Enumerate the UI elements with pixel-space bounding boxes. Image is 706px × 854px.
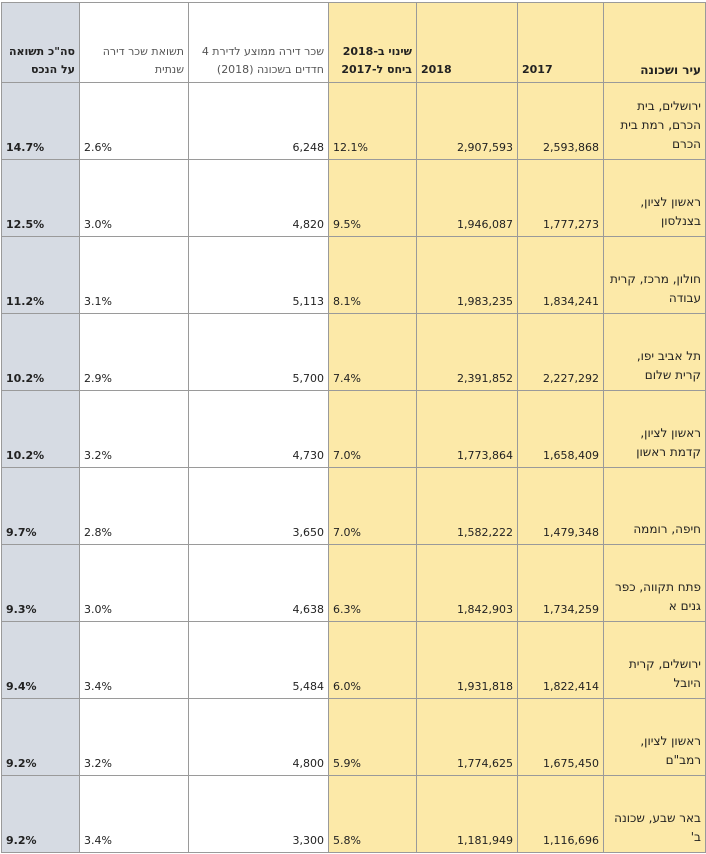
table-row xyxy=(2,160,706,237)
cell-price-2018: 1,774,625 xyxy=(417,699,518,776)
table-row xyxy=(2,545,706,622)
cell-price-2017: 1,777,273 xyxy=(518,160,604,237)
cell-city-neighborhood: באר שבע, שכונה ב' xyxy=(604,776,706,853)
cell-change: 6.0% xyxy=(329,622,417,699)
cell-avg-rent: 5,700 xyxy=(189,314,329,391)
cell-change: 12.1% xyxy=(329,83,417,160)
cell-city-neighborhood: ראשון לציון, בצנלסון xyxy=(604,160,706,237)
table-row xyxy=(2,468,706,545)
cell-price-2018: 1,983,235 xyxy=(417,237,518,314)
table-row xyxy=(2,391,706,468)
cell-avg-rent: 4,820 xyxy=(189,160,329,237)
cell-change: 8.1% xyxy=(329,237,417,314)
cell-annual-yield: 2.6% xyxy=(80,83,189,160)
real-estate-returns-table xyxy=(1,2,706,853)
cell-total-return: 14.7% xyxy=(2,83,80,160)
cell-city-neighborhood: ראשון לציון, קדמת ראשון xyxy=(604,391,706,468)
cell-total-return: 9.3% xyxy=(2,545,80,622)
cell-city-neighborhood: פתח תקווה, כפר גנים א xyxy=(604,545,706,622)
cell-city-neighborhood: תל אביב יפו, קרית שלום xyxy=(604,314,706,391)
cell-change: 7.0% xyxy=(329,391,417,468)
cell-price-2017: 1,822,414 xyxy=(518,622,604,699)
header-change: שינוי ב-2018 ביחס ל-2017 xyxy=(329,3,417,83)
table-row xyxy=(2,776,706,853)
cell-annual-yield: 3.2% xyxy=(80,391,189,468)
cell-total-return: 10.2% xyxy=(2,314,80,391)
cell-change: 6.3% xyxy=(329,545,417,622)
header-total-return: סה"כ תשואה על הנכס xyxy=(2,3,80,83)
cell-city-neighborhood: חיפה, רוממה xyxy=(604,468,706,545)
cell-price-2018: 2,907,593 xyxy=(417,83,518,160)
cell-city-neighborhood: ירושלים, בית הכרם, רמת בית הכרם xyxy=(604,83,706,160)
cell-avg-rent: 4,638 xyxy=(189,545,329,622)
cell-total-return: 9.2% xyxy=(2,776,80,853)
header-avg-rent: שכר דירה ממוצע לדירת 4 חדדים בשכונה (2018) xyxy=(189,3,329,83)
cell-total-return: 9.4% xyxy=(2,622,80,699)
table-row xyxy=(2,314,706,391)
cell-price-2017: 1,116,696 xyxy=(518,776,604,853)
cell-avg-rent: 3,300 xyxy=(189,776,329,853)
cell-change: 5.8% xyxy=(329,776,417,853)
cell-annual-yield: 2.8% xyxy=(80,468,189,545)
cell-avg-rent: 4,800 xyxy=(189,699,329,776)
table-row xyxy=(2,699,706,776)
cell-annual-yield: 3.0% xyxy=(80,160,189,237)
cell-price-2018: 1,842,903 xyxy=(417,545,518,622)
table-row xyxy=(2,237,706,314)
cell-total-return: 9.7% xyxy=(2,468,80,545)
cell-annual-yield: 3.2% xyxy=(80,699,189,776)
cell-total-return: 9.2% xyxy=(2,699,80,776)
cell-change: 5.9% xyxy=(329,699,417,776)
cell-price-2018: 1,946,087 xyxy=(417,160,518,237)
cell-avg-rent: 5,484 xyxy=(189,622,329,699)
cell-city-neighborhood: ראשון לציון, רמב"ם xyxy=(604,699,706,776)
cell-price-2017: 1,734,259 xyxy=(518,545,604,622)
cell-price-2017: 2,227,292 xyxy=(518,314,604,391)
cell-avg-rent: 5,113 xyxy=(189,237,329,314)
cell-price-2018: 1,181,949 xyxy=(417,776,518,853)
header-2017: 2017 xyxy=(518,3,604,83)
cell-price-2017: 1,834,241 xyxy=(518,237,604,314)
cell-price-2017: 1,675,450 xyxy=(518,699,604,776)
table-body xyxy=(2,3,706,853)
cell-city-neighborhood: ירושלים, קרית היובל xyxy=(604,622,706,699)
cell-total-return: 11.2% xyxy=(2,237,80,314)
cell-change: 7.0% xyxy=(329,468,417,545)
cell-price-2017: 1,479,348 xyxy=(518,468,604,545)
header-2018: 2018 xyxy=(417,3,518,83)
cell-annual-yield: 3.4% xyxy=(80,622,189,699)
header-annual-yield: תשואת שכר דירה שנתית xyxy=(80,3,189,83)
cell-change: 9.5% xyxy=(329,160,417,237)
cell-avg-rent: 6,248 xyxy=(189,83,329,160)
header-city-neighborhood: עיר ושכונה xyxy=(604,3,706,83)
cell-city-neighborhood: חולון, מרכז, קרית עבודה xyxy=(604,237,706,314)
cell-avg-rent: 3,650 xyxy=(189,468,329,545)
table-header-row xyxy=(2,3,706,83)
cell-total-return: 12.5% xyxy=(2,160,80,237)
cell-price-2018: 2,391,852 xyxy=(417,314,518,391)
cell-total-return: 10.2% xyxy=(2,391,80,468)
cell-change: 7.4% xyxy=(329,314,417,391)
table-row xyxy=(2,83,706,160)
table-row xyxy=(2,622,706,699)
cell-annual-yield: 3.4% xyxy=(80,776,189,853)
cell-price-2018: 1,931,818 xyxy=(417,622,518,699)
cell-price-2017: 2,593,868 xyxy=(518,83,604,160)
cell-price-2018: 1,582,222 xyxy=(417,468,518,545)
cell-price-2017: 1,658,409 xyxy=(518,391,604,468)
cell-annual-yield: 3.1% xyxy=(80,237,189,314)
cell-price-2018: 1,773,864 xyxy=(417,391,518,468)
cell-avg-rent: 4,730 xyxy=(189,391,329,468)
cell-annual-yield: 3.0% xyxy=(80,545,189,622)
cell-annual-yield: 2.9% xyxy=(80,314,189,391)
